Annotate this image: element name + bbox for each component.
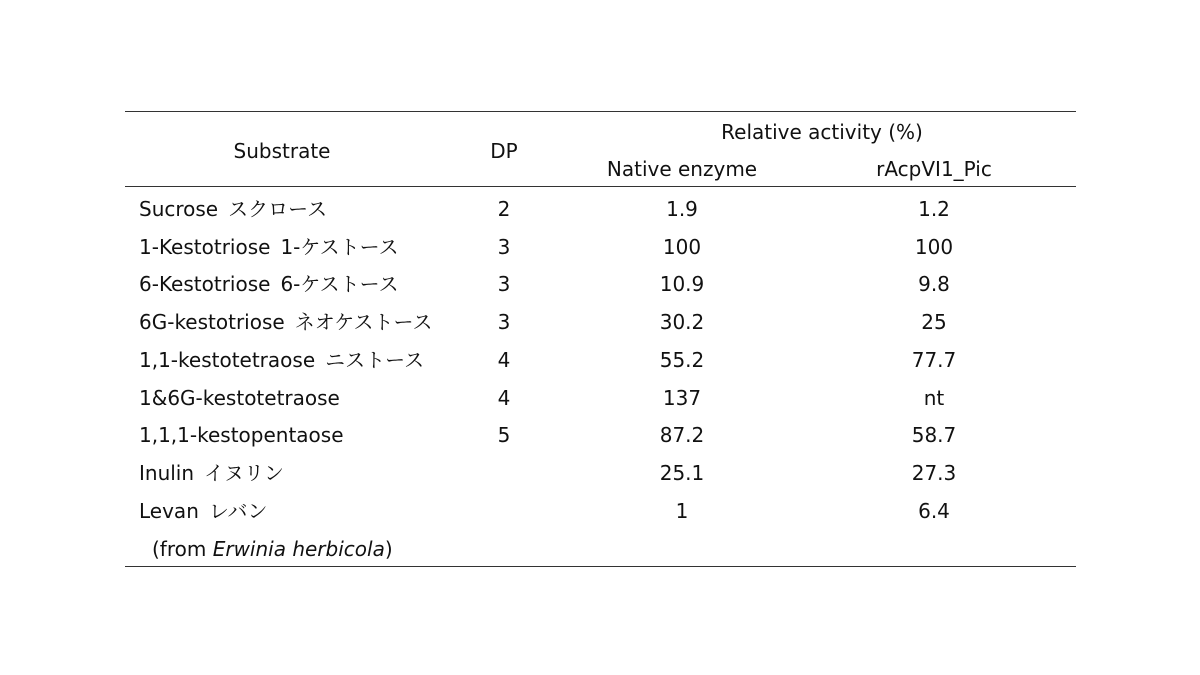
- dp-cell: 3: [497, 272, 511, 296]
- substrate-name: Inulin: [139, 461, 195, 485]
- recombinant-activity-cell: 100: [914, 235, 954, 259]
- substrate-japanese-name: イヌリン: [204, 461, 285, 485]
- recombinant-activity-cell: 6.4: [918, 499, 950, 523]
- substrate-name: 6-Kestotriose: [139, 272, 271, 296]
- substrate-cell: [139, 386, 340, 410]
- substrate-name: 1,1-kestotetraose: [139, 348, 316, 372]
- recombinant-activity-cell: 1.2: [918, 197, 950, 221]
- dp-cell: 3: [497, 235, 511, 259]
- recombinant-activity-cell: 27.3: [911, 461, 957, 485]
- dp-cell: 4: [497, 348, 511, 372]
- recombinant-activity-cell: 77.7: [911, 348, 957, 372]
- levan-source-prefix: (from: [152, 537, 213, 561]
- native-activity-cell: 10.9: [659, 272, 705, 296]
- native-activity-cell: 25.1: [659, 461, 705, 485]
- header-native-enzyme: Native enzyme: [606, 157, 758, 181]
- header-relative-activity: Relative activity (%): [721, 120, 923, 144]
- dp-cell: 3: [497, 310, 511, 334]
- levan-source-suffix: ): [384, 537, 393, 561]
- header-dp: DP: [490, 139, 518, 163]
- native-activity-cell: 100: [662, 235, 702, 259]
- levan-source-organism: Erwinia herbicola: [212, 537, 385, 561]
- native-activity-cell: 1.9: [666, 197, 698, 221]
- levan-source-note: [152, 537, 393, 561]
- substrate-cell: [139, 272, 399, 296]
- substrate-japanese-name: 1-ケストース: [280, 235, 399, 259]
- substrate-name: 6G-kestotriose: [139, 310, 285, 334]
- recombinant-activity-cell: nt: [923, 386, 945, 410]
- substrate-name: Sucrose: [139, 197, 219, 221]
- substrate-name: 1&6G-kestotetraose: [139, 386, 340, 410]
- substrate-japanese-name: スクロース: [228, 197, 328, 221]
- substrate-cell: [139, 423, 344, 447]
- dp-cell: 2: [497, 197, 511, 221]
- recombinant-activity-cell: 58.7: [911, 423, 957, 447]
- substrate-cell: [139, 235, 399, 259]
- table-header-rule: [125, 186, 1076, 187]
- substrate-cell: [139, 197, 327, 221]
- dp-cell: 4: [497, 386, 511, 410]
- substrate-name: Levan: [139, 499, 199, 523]
- native-activity-cell: 87.2: [659, 423, 705, 447]
- header-recombinant: rAcpVI1_Pic: [876, 157, 992, 181]
- substrate-cell: [139, 461, 284, 485]
- header-substrate: Substrate: [233, 139, 331, 163]
- table-bottom-rule: [125, 566, 1076, 567]
- substrate-cell: [139, 348, 424, 372]
- recombinant-activity-cell: 25: [921, 310, 947, 334]
- native-activity-cell: 55.2: [659, 348, 705, 372]
- substrate-cell: [139, 310, 433, 334]
- native-activity-cell: 1: [675, 499, 689, 523]
- substrate-name: 1-Kestotriose: [139, 235, 271, 259]
- recombinant-activity-cell: 9.8: [918, 272, 950, 296]
- native-activity-cell: 30.2: [659, 310, 705, 334]
- dp-cell: 5: [497, 423, 511, 447]
- native-activity-cell: 137: [662, 386, 702, 410]
- table-top-rule: [125, 111, 1076, 112]
- substrate-japanese-name: ニストース: [325, 348, 425, 372]
- substrate-japanese-name: レバン: [208, 499, 268, 523]
- substrate-cell: [139, 499, 267, 523]
- substrate-japanese-name: ネオケストース: [294, 310, 433, 334]
- substrate-japanese-name: 6-ケストース: [280, 272, 399, 296]
- substrate-name: 1,1,1-kestopentaose: [139, 423, 344, 447]
